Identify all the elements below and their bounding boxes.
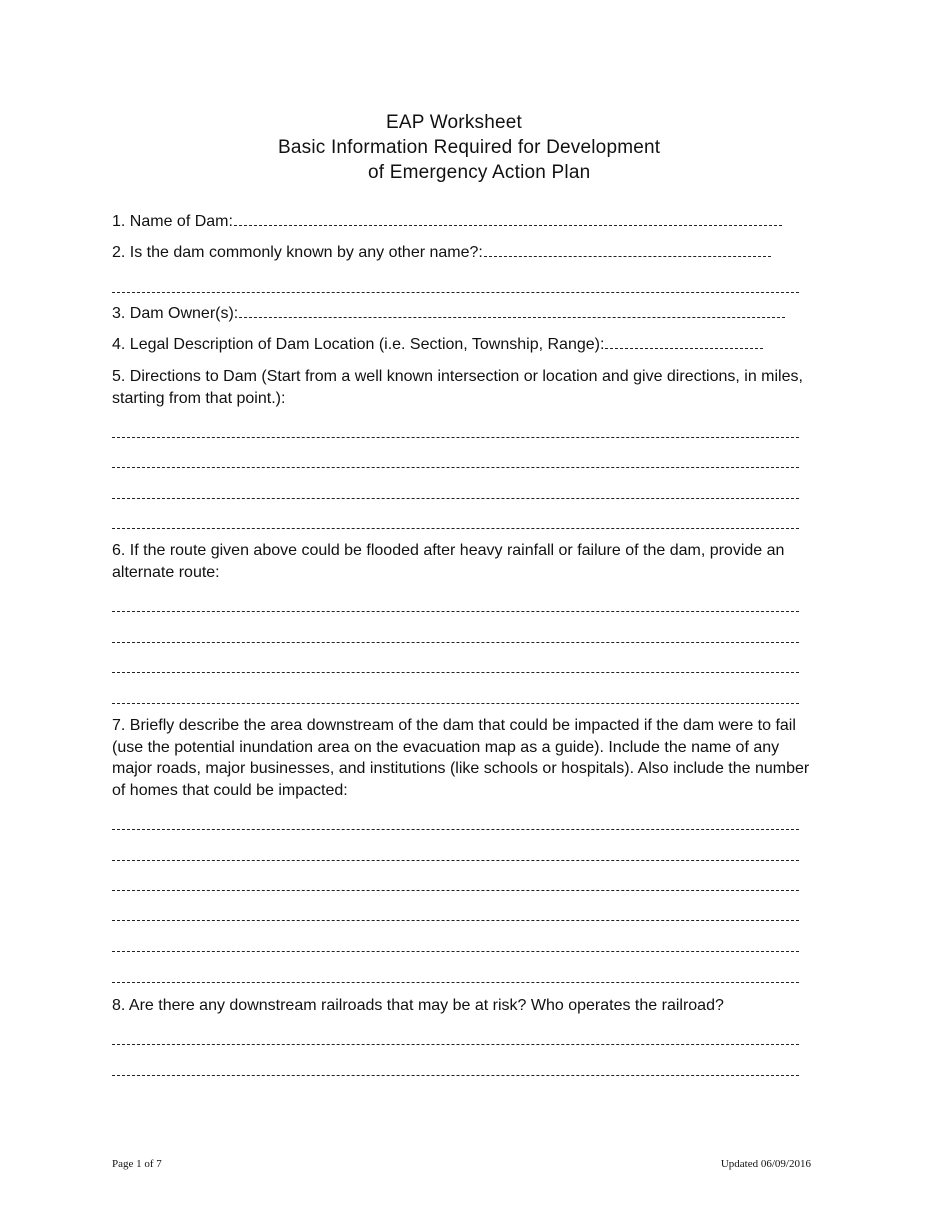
alternate-route-line-1[interactable] xyxy=(112,611,799,612)
question-3-label: 3. Dam Owner(s): xyxy=(112,305,239,322)
other-name-field[interactable] xyxy=(484,242,771,257)
directions-line-4[interactable] xyxy=(112,528,799,529)
alternate-route-line-3[interactable] xyxy=(112,672,799,673)
question-5-label: 5. Directions to Dam (Start from a well known intersection or location and give directions, in miles, starting from that point.): xyxy=(112,368,803,407)
alternate-route-line-4[interactable] xyxy=(112,703,799,704)
question-4-row xyxy=(112,334,763,355)
alternate-route-line-2[interactable] xyxy=(112,642,799,643)
updated-date: Updated 06/09/2016 xyxy=(720,1158,811,1170)
question-2-row xyxy=(112,242,771,263)
directions-line-1[interactable] xyxy=(112,437,799,438)
downstream-area-line-6[interactable] xyxy=(112,982,799,983)
downstream-area-line-5[interactable] xyxy=(112,951,799,952)
question-1-row xyxy=(112,211,782,232)
other-name-field-line-2[interactable] xyxy=(112,292,799,293)
dam-owner-field[interactable] xyxy=(239,303,785,318)
downstream-area-line-2[interactable] xyxy=(112,860,799,861)
question-8-label: 8. Are there any downstream railroads that may be at risk? Who operates the railroad? xyxy=(112,997,724,1014)
worksheet-subtitle-line-2: of Emergency Action Plan xyxy=(368,162,591,183)
legal-description-field[interactable] xyxy=(605,334,763,349)
downstream-area-line-4[interactable] xyxy=(112,920,799,921)
directions-line-2[interactable] xyxy=(112,467,799,468)
question-7-label: 7. Briefly describe the area downstream of the dam that could be impacted if the dam were to fail (use the potential inundation area on the evacuation map as a guide). Include the name of any major roads, major businesses, and institutions (like schools or hospitals). Also include the number of homes that could be impacted: xyxy=(112,717,810,799)
railroad-line-2[interactable] xyxy=(112,1075,799,1076)
worksheet-title: EAP Worksheet xyxy=(386,112,523,133)
downstream-area-line-1[interactable] xyxy=(112,829,799,830)
railroad-line-1[interactable] xyxy=(112,1044,799,1045)
worksheet-subtitle-line-1: Basic Information Required for Development xyxy=(278,137,661,158)
question-2-label: 2. Is the dam commonly known by any other name?: xyxy=(112,244,483,261)
question-3-row xyxy=(112,303,785,324)
question-4-label: 4. Legal Description of Dam Location (i.e. Section, Township, Range): xyxy=(112,336,605,353)
page-number: Page 1 of 7 xyxy=(112,1158,162,1170)
question-1-label: 1. Name of Dam: xyxy=(112,213,233,230)
dam-name-field[interactable] xyxy=(234,211,782,226)
downstream-area-line-3[interactable] xyxy=(112,890,799,891)
directions-line-3[interactable] xyxy=(112,498,799,499)
question-6-label: 6. If the route given above could be flooded after heavy rainfall or failure of the dam, provide an alternate route: xyxy=(112,542,785,581)
